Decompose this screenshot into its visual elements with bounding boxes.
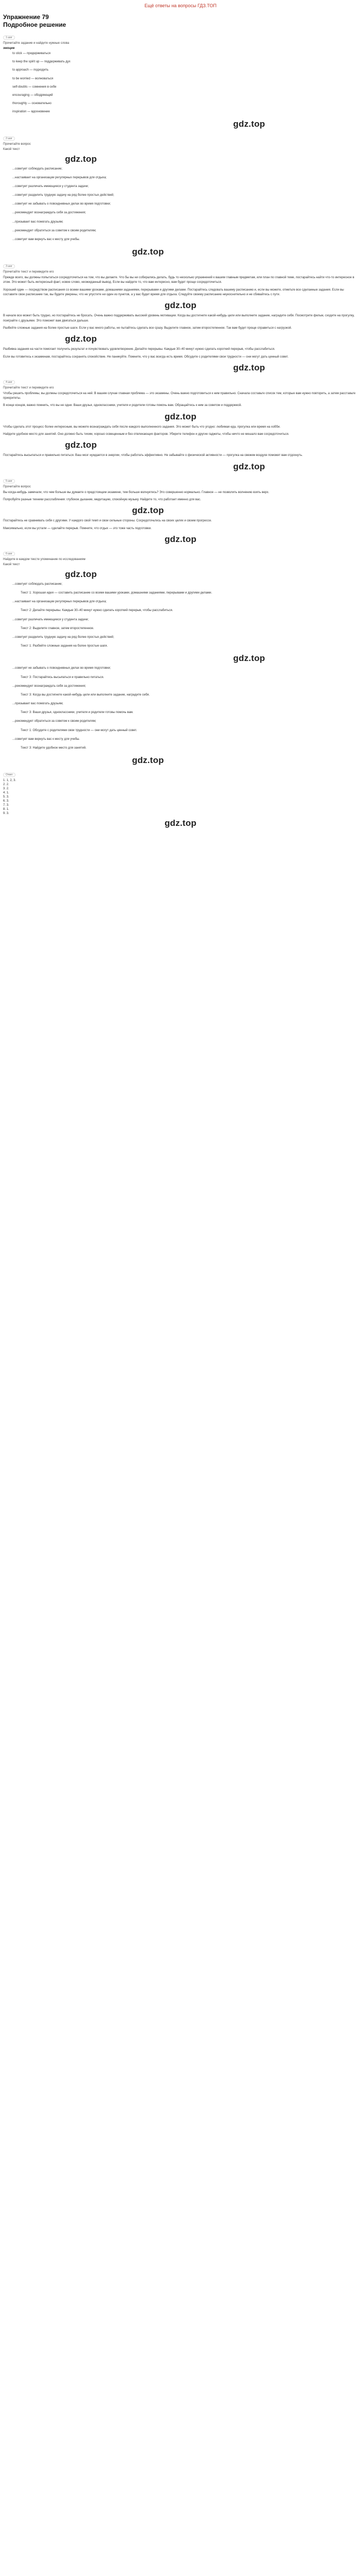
list-item: ...советует различать имеющиеся у студента задачи; [12,184,89,188]
list-item: ...советует вам вернуть вас к месту для учебы. [12,238,80,241]
answer-line: 4. 1. [3,791,9,795]
list-item: ...призывает вас помогать друзьям; [12,702,63,706]
paragraph: Чтобы сделать этот процесс более интересным, вы можете вознаграждать себя после каждого выполненного задания. Это может быть что угодно: любимая еда, прогулка или время на хобби. [3,425,281,429]
step-badge: 3 шаг [3,264,15,268]
step-task: Найдите в каждом тексте упоминание по исследованиям [3,557,86,561]
watermark: gdz.top [233,118,265,129]
watermark: gdz.top [132,755,164,766]
paragraph: Максимально, если вы устали — сделайте перерыв. Помните, что отдых — это тоже часть подготовки. [3,527,152,530]
watermark: gdz.top [65,154,97,164]
watermark: gdz.top [132,247,164,257]
watermark: gdz.top [165,534,196,544]
watermark: gdz.top [233,653,265,664]
list-item: to stick — придерживаться [12,52,51,55]
list-item: ...советует вам вернуть вас к месту для учебы. [12,737,80,741]
answer-line: 6. 3. [3,800,9,803]
watermark: gdz.top [65,334,97,344]
list-item: Текст 1: Хорошая идея — составить расписание со всеми вашими уроками, домашними заданиями, перерывами и другими делами. [21,591,212,595]
paragraph: В конце концов, важно помнить, что вы не одни. Ваши друзья, одноклассники, учителя и родители готовы помочь вам. Обращайтесь к ним за советом и поддержкой. [3,404,242,408]
answer-line: 2. 2. [3,783,9,787]
content [0,31,361,828]
list-item: ...советует не забывать о повседневных делах во время подготовки; [12,202,111,206]
list-item: Текст 2: Выделите главное, затем второстепенное. [21,626,94,630]
list-item: to be worried — волноваться [12,77,53,80]
list-item: ...призывает вас помогать друзьям; [12,220,63,224]
step-badge: 2 шаг [3,137,15,141]
list-item: Текст 3: Постарайтесь высыпаться и правильно питаться. [21,675,104,679]
list-item: ...советует соблюдать расписание; [12,582,62,586]
watermark: gdz.top [233,362,265,372]
list-item: ...настаивает на организации регулярных перерывов для отдыха; [12,176,107,179]
answer-groups [3,667,358,750]
top-link-bar[interactable] [0,0,361,9]
step-task: Прочитайте текст и переведите его [3,270,54,274]
list-item: to approach — подходить [12,69,48,72]
paragraph: Разбейте сложные задания на более простые шаги. Если у вас много работы, не пытайтесь сделать все сразу. Выделите главное, затем второстепенное. Так вам будет проще справиться с нагрузкой. [3,326,292,330]
paragraph: Чтобы решить проблемы, вы должны сосредоточиться на ней. В вашем случае главная проблема — это экзамены. Очень важно подготовиться к ним правильно. Сначала составьте список тем, которые вам нужно повторить, а затем расставьте приоритеты. [3,392,356,400]
answer-line: 9. 3. [3,812,9,816]
page-subtitle: Подробное решение [3,21,67,28]
list-item: self-doubts — сомнения в себе [12,85,57,89]
watermark: gdz.top [165,411,196,421]
paragraph: Хороший один — посредством расписания со всеми вашими уроками, домашними заданиями, перерывами и другими делами. Постарайтесь следовать вашему расписанию и, если вы можете, отметьте все сделанные задания. Если вы составите свое расписание так, вы будете уверены, что не упустите ни один из пунктов, а у вас будет время для отдыха. Следуйте своему расписанию неукоснительно и не сбивайтесь с пути. [3,288,344,297]
top-link[interactable]: Ещё ответы на вопросы ГДЗ.ТОП [144,3,217,8]
watermark: gdz.top [233,461,265,471]
paragraph: Найдите удобное место для занятий. Оно должно быть тихим, хорошо освещенным и без отвлекающих факторов. Уберите телефон и другие гаджеты, чтобы ничто не мешало вам сосредоточиться. [3,433,289,436]
list-item: thoroughly — основательно [12,102,52,106]
step-task: Прочитайте вопрос [3,142,31,146]
list-item: ...рекомендует обратиться за советом к своим родителям; [12,720,96,723]
step-sub: Какой текст [3,147,20,151]
question-list [3,167,358,242]
step-badge: 6 шаг [3,552,15,556]
list-item: ...советует соблюдать расписание; [12,167,62,171]
watermark: gdz.top [132,505,164,516]
watermark: gdz.top [65,569,97,579]
step-task: Прочитайте задание и найдите нужные слова [3,42,69,45]
list-item: encouraging — ободряющий [12,93,53,97]
list-item: ...рекомендует обратиться за советом к своим родителям; [12,229,96,232]
paragraph: В начале все может быть трудно, но постарайтесь не бросать. Очень важно поддерживать высокий уровень мотивации. Когда вы достигнете какой-нибудь цели или выполните задание, наградите себя. Посмотрите фильм, сходите на прогулку, поиграйте с друзьями. Это поможет вам двигаться дальше. [3,314,355,323]
list-item: Текст 2: Делайте перерывы. Каждые 30–40 минут нужно сделать короткий перерыв, чтобы расслабиться. [21,609,173,613]
answer-line: 5. 3. [3,795,9,799]
list-item: Текст 3: Когда вы достигнете какой-нибудь цели или выполните задание, наградите себя. [21,693,150,697]
list-item: Текст 3: Ваши друзья, одноклассники, учителя и родители готовы помочь вам. [21,711,134,715]
paragraph: Прежде всего, вы должны попытаться сосредоточиться на том, что вы делаете. Что бы вы ни собирались делать, будь то несколько упражнений к вашим главным предметам, или план по главной теме, постарайтесь найти что-то интересное в этом. Это может быть интересный факт, новое слово, неожиданный вывод. Если вы найдете то, что вам интересно, вам будет проще сосредоточиться. [3,276,354,284]
paragraph: Если вы готовитесь к экзаменам, постарайтесь сохранять спокойствие. Не паникуйте. Помните, что у вас всегда есть время. Обсудите с родителями свои трудности — они могут дать ценный совет. [3,355,289,359]
list-item: ...советует не забывать о повседневных делах во время подготовки; [12,667,111,670]
step-task: Прочитайте текст и переведите его [3,386,54,389]
paragraph: Вы когда-нибудь замечали, что чем больше вы думаете о предстоящем экзамене, тем больше волнуетесь? Это совершенно нормально. Главное — не позволить волнению взять верх. [3,490,269,494]
list-item: ...советует различать имеющиеся у студента задачи; [12,618,89,621]
vocab-list [3,52,358,114]
list-item: ...советует разделить трудную задачу на ряд более простых действий; [12,194,114,197]
list-item: ...рекомендует вознаграждать себя за достижения; [12,211,86,215]
page-title: Упражнение 79 [3,13,49,21]
paragraph: Постарайтесь высыпаться и правильно питаться. Ваш мозг нуждается в энергии, чтобы работать эффективно. Не забывайте о физической активности — прогулка на свежем воздухе поможет вам отдохнуть. [3,454,303,457]
step-task: Прочитайте вопрос [3,485,31,488]
step-badge: 5 шаг [3,479,15,483]
list-item: ...рекомендует вознаграждать себя за достижения; [12,684,86,688]
step-badge: 4 шаг [3,380,15,384]
answer-badge: Ответ [3,773,15,777]
paragraph: Разбивка задания на части помогает получить результат и почувствовать удовлетворение. Делайте перерывы. Каждые 30–40 минут нужно сделать короткий перерыв, чтобы расслабиться. [3,348,275,351]
list-item: Текст 1: Обсудите с родителями свои трудности — они могут дать ценный совет. [21,728,137,732]
step-badge: 1 шаг [3,36,15,40]
answer-line: 3. 2. [3,787,9,791]
list-item: to keep the spirit up — поддерживать дух [12,60,71,64]
watermark: gdz.top [165,818,196,828]
step-sub: Какой текст [3,563,20,566]
answer-groups [3,583,358,649]
list-item: inspiration — вдохновение [12,110,50,114]
paragraph: Постарайтесь не сравнивать себя с другими. У каждого свой темп и свои сильные стороны. Сосредоточьтесь на своих целях и своем прогрессе. [3,519,212,523]
answer-line: 8. 1. [3,808,9,811]
list-item: ...настаивает на организации регулярных перерывов для отдыха; [12,600,107,604]
list-item: Текст 1: Разбейте сложные задания на более простые шаги. [21,645,108,648]
answer-line: 1. 1, 2, 3. [3,779,17,783]
answer-line: 7. 3. [3,804,9,807]
answer-block [3,769,358,815]
list-item: Текст 3: Найдите удобное место для занятий. [21,747,87,750]
watermark: gdz.top [65,440,97,450]
step-heading: эмоции [3,47,15,50]
paragraph: Попробуйте разные техники расслабления: глубокое дыхание, медитацию, спокойную музыку. Найдите то, что работает именно для вас. [3,498,201,501]
watermark: gdz.top [165,300,196,311]
list-item: ...советует разделить трудную задачу на ряд более простых действий; [12,635,114,639]
